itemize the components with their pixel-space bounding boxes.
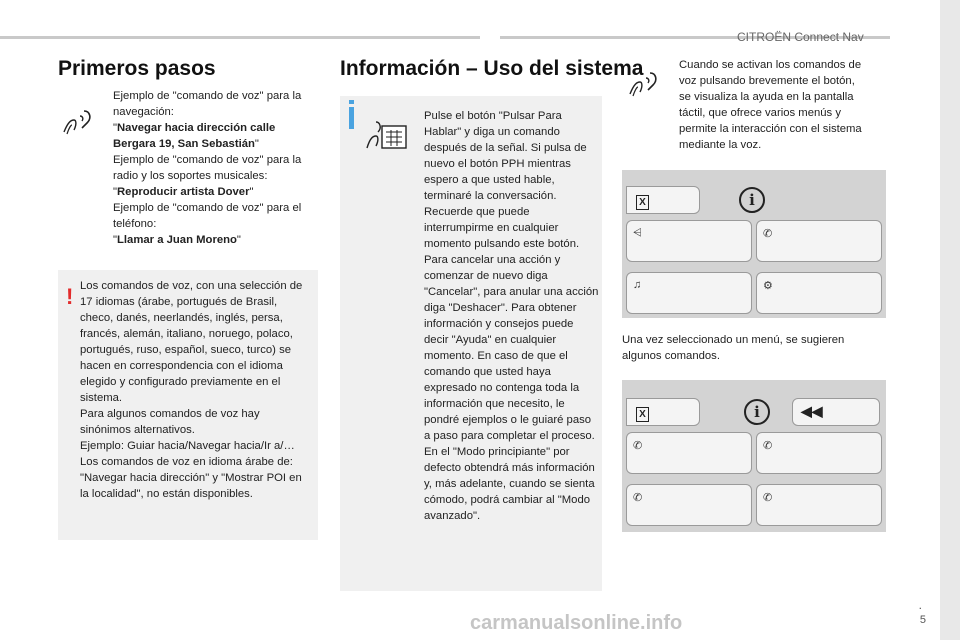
example-phone-command: "Llamar a Juan Moreno" [113,234,241,246]
help-screen-submenu [622,380,886,532]
example-nav-command: "Navegar hacia dirección calle Bergara 19, San Sebastián" [113,122,276,150]
page-edge-strip [940,0,960,640]
music-icon: ♫ [633,279,642,291]
warning-icon: ! [66,284,74,309]
voice-examples [113,88,313,248]
command-tile[interactable] [626,432,752,474]
example-nav-intro: Ejemplo de "comando de voz" para la navegación: [113,90,302,118]
close-button[interactable] [626,398,700,426]
phone-icon: ✆ [633,492,643,504]
menu-tile-media[interactable] [626,272,752,314]
help-intro: Cuando se activan los comandos de voz pulsando brevemente el botón, se visualiza la ayuda en la pantalla táctil, que ofrece varios menús y permite la interacción con el sistema mediante la voz. [679,59,862,151]
settings-icon: ⚙ [763,280,773,292]
menu-tile-settings[interactable] [756,272,882,314]
phone-icon: ✆ [633,440,643,452]
example-radio-command-text: Reproducir artista Dover [117,186,250,198]
header-brand: CITROËN Connect Nav [737,30,864,44]
warning-paragraph: Para algunos comandos de voz hay sinónimos alternativos. [80,408,260,436]
example-phone-command-text: Llamar a Juan Moreno [117,234,237,246]
warning-paragraph: Los comandos de voz en idioma árabe de: "Navegar hacia dirección" y "Mostrar POI en la localidad", no están disponibles. [80,456,302,500]
phone-icon: ✆ [763,440,773,452]
example-phone-intro: Ejemplo de "comando de voz" para el teléfono: [113,202,302,230]
menu-tile-phone[interactable] [756,220,882,262]
menu-tile-navigation[interactable] [626,220,752,262]
close-icon: X [636,195,649,210]
command-tile[interactable] [756,432,882,474]
info-body: Pulse el botón "Pulsar Para Hablar" y diga un comando después de la señal. Si pulsa de nuevo el botón PPH mientras espero a que usted hable, terminaré la conversación. Recuerde que puede interrumpirme en cualquier momento pulsando este botón. Para cancelar una acción y comenzar de nuevo diga "Cancelar", para anular una acción diga "Deshacer". Para obtener información y consejos puede decir "Ayuda" en cualquier momento. En caso de que el comando que usted haya expresado no contenga toda la información que necesito, le pondré ejemplos o le guiaré paso a paso para completar el proceso. En el "Modo principiante" por defecto obtendrá más información y, más adelante, cuando se sienta cómodo, podrá cambiar al "Modo avanzado". [424,110,599,522]
info-icon[interactable]: i [744,399,770,425]
help-screen-main [622,170,886,318]
warning-text [80,278,312,502]
close-icon: X [636,407,649,422]
page-number: 5 [919,614,926,626]
command-tile[interactable] [756,484,882,526]
example-radio-command: "Reproducir artista Dover" [113,186,254,198]
voice-command-screen-icon [362,112,410,154]
info-icon[interactable]: i [739,187,765,213]
warning-paragraph: Los comandos de voz, con una selección de 17 idiomas (árabe, portugués de Brasil, checo, danés, neerlandés, inglés, persa, francés, alemán, italiano, noruego, polaco, portugués, ruso, español, sueco, turco) se hacen en correspondencia con el idioma elegido y configurado previamente en el sistema. [80,280,303,404]
section-title-informacion: Información – Uso del sistema [340,57,644,80]
header-rule-left [0,36,480,39]
menu-hint: Una vez seleccionado un menú, se sugieren algunos comandos. [622,334,845,362]
close-button[interactable] [626,186,700,214]
phone-icon: ✆ [763,492,773,504]
voice-command-icon [628,70,664,98]
section-title-primeros-pasos: Primeros pasos [58,57,216,80]
info-marker-icon [349,107,354,129]
example-radio-intro: Ejemplo de "comando de voz" para la radio y los soportes musicales: [113,154,302,182]
watermark: carmanualsonline.info [470,612,683,634]
navigation-icon: ⩤ [633,227,642,239]
voice-command-icon [62,108,98,136]
command-tile[interactable] [626,484,752,526]
top-margin [0,0,960,12]
phone-icon: ✆ [763,228,773,240]
back-icon: ◀◀ [801,403,823,419]
info-marker-dot [349,100,354,104]
warning-paragraph: Ejemplo: Guiar hacia/Navegar hacia/Ir a/… [80,440,295,452]
page-marker: . [918,598,922,612]
back-button[interactable] [792,398,880,426]
example-nav-command-text: Navegar hacia dirección calle Bergara 19, San Sebastián [113,122,276,150]
